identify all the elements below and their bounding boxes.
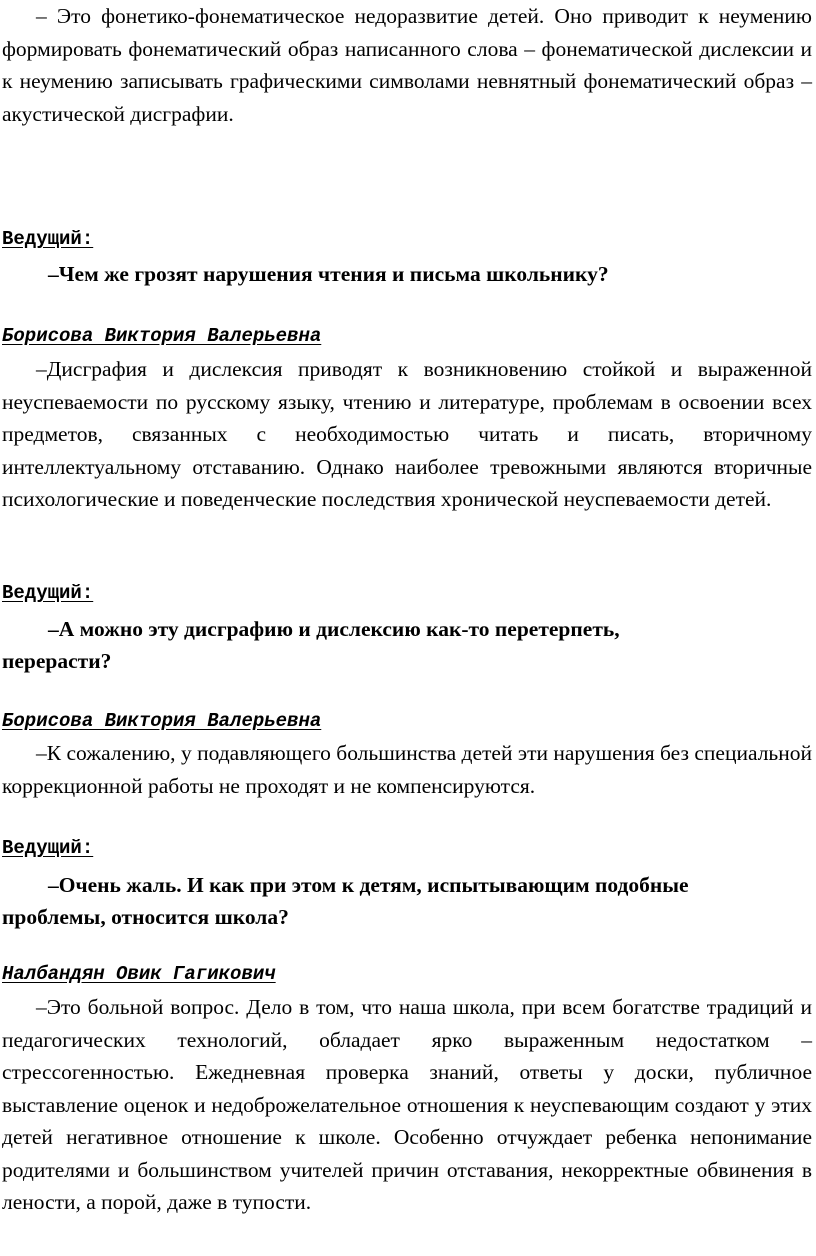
host-question: –Очень жаль. И как при этом к детям, испытывающим подобные проблемы, относится школа? (2, 873, 689, 929)
speaker-label-borisova: Борисова Виктория Валерьевна (2, 325, 322, 347)
paragraph-answer: –К сожалению, у подавляющего большинства детей эти нарушения без специальной коррекционной работы не проходят и не компенсируются. (2, 741, 812, 798)
speaker-label-borisova: Борисова Виктория Валерьевна (2, 710, 322, 732)
speaker-label-nalbandyan: Налбандян Овик Гагикович (2, 963, 276, 985)
speaker-label-host: Ведущий: (2, 228, 94, 250)
speaker-label-host: Ведущий: (2, 837, 94, 859)
paragraph-answer: –Это больной вопрос. Дело в том, что наша школа, при всем богатстве традиций и педагогических технологий, обладает ярко выраженным недостатком – стрессогенностью. Ежедневная проверка знаний, ответы у доски, публичное выставление оценок и недоброжелательное отношения к неуспевающим создают у этих детей негативное отношение к школе. Особенно отчуждает ребенка непонимание родителями и большинством учителей причин отставания, некорректные обвинения в лености, а порой, даже в тупости. (2, 995, 812, 1214)
paragraph-answer: –Дисграфия и дислексия приводят к возникновению стойкой и выраженной неуспеваемости по русскому языку, чтению и литературе, проблемам в освоении всех предметов, связанных с необходимостью читать и писать, вторичному интеллектуальному отставанию. Однако наиболее тревожными являются вторичные психологические и поведенческие последствия хронической неуспеваемости детей. (2, 357, 812, 511)
host-question: –Чем же грозят нарушения чтения и письма школьнику? (48, 262, 609, 286)
host-question: –А можно эту дисграфию и дислексию как-то перетерпеть, перерасти? (2, 617, 620, 673)
speaker-label-host: Ведущий: (2, 582, 94, 604)
paragraph-intro: – Это фонетико-фонематическое недоразвитие детей. Оно приводит к неумению формировать фонематический образ написанного слова – фонематической дислексии и к неумению записывать графическими символами невнятный фонематический образ – акустической дисграфии. (2, 4, 812, 126)
